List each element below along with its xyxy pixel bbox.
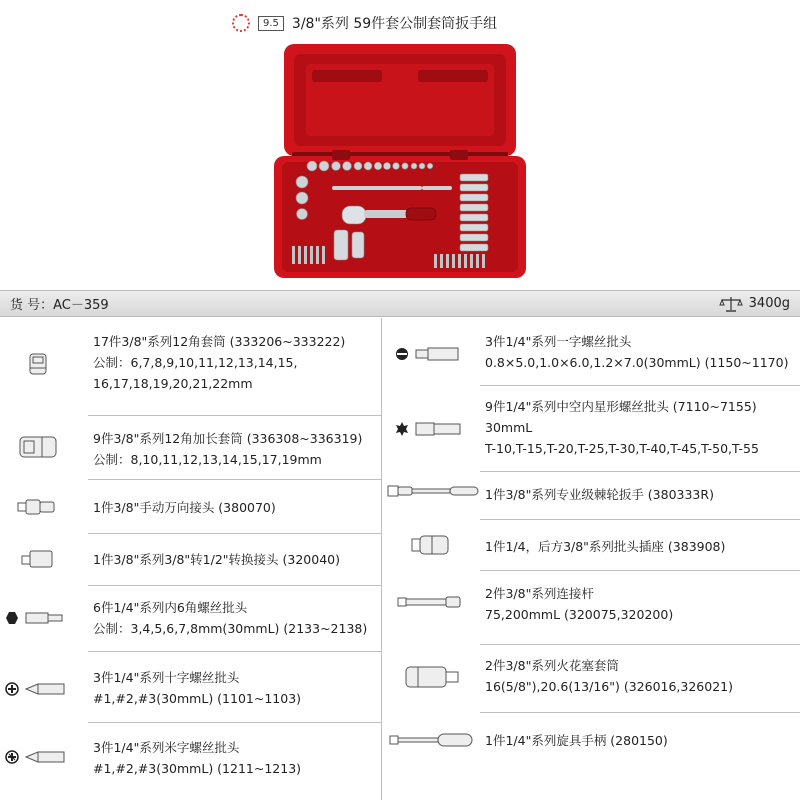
ratchet-icon — [386, 482, 482, 504]
item-title: 1件3/8"手动万向接头 (380070) — [93, 500, 276, 515]
pozi-bit-icon — [4, 748, 68, 766]
row-divider — [88, 651, 381, 652]
item-title: 9件1/4"系列中空内星形螺丝批头 (7110~7155) — [485, 399, 757, 414]
item-title: 3件1/4"系列一字螺丝批头 — [485, 334, 632, 349]
item-title: 1件3/8"系列专业级棘轮扳手 (380333R) — [485, 487, 714, 502]
row-divider — [88, 585, 381, 586]
row-divider — [480, 519, 800, 520]
item-title: 1件1/4"系列旋具手柄 (280150) — [485, 733, 668, 748]
row-divider — [480, 644, 800, 645]
item-detail: 16(5/8"),20.6(13/16") (326016,326021) — [485, 679, 733, 694]
item-detail: 公制：8,10,11,12,13,14,15,17,19mm — [93, 452, 322, 467]
row-divider — [88, 722, 381, 723]
torx-bit-icon — [394, 420, 466, 438]
spark-plug-socket-icon — [404, 663, 462, 691]
extension-bar-icon — [396, 594, 464, 610]
hex-bit-icon — [4, 609, 66, 627]
universal-joint-icon — [16, 496, 60, 518]
row-divider — [480, 471, 800, 472]
phillips-bit-icon — [4, 680, 68, 698]
column-divider — [381, 318, 382, 800]
weight-value: 3400g — [748, 296, 790, 311]
item-detail: 75,200mmL (320075,320200) — [485, 607, 674, 622]
item-detail: 16,17,18,19,20,21,22mm — [93, 376, 253, 391]
item-title: 1件3/8"系列3/8"转1/2"转换接头 (320040) — [93, 552, 340, 567]
item-title: 6件1/4"系列内6角螺丝批头 — [93, 600, 248, 615]
socket-icon — [28, 352, 48, 376]
item-detail: #1,#2,#3(30mmL) (1101~1103) — [93, 691, 302, 706]
spinner-handle-icon — [388, 730, 476, 750]
item-detail: 公制：3,4,5,6,7,8mm(30mmL) (2133~2138) — [93, 621, 368, 636]
row-divider — [480, 570, 800, 571]
item-title: 1件1/4，后方3/8"系列批头插座 (383908) — [485, 539, 726, 554]
item-title: 2件3/8"系列火花塞套筒 — [485, 658, 619, 673]
info-bar — [0, 290, 800, 317]
item-detail: 0.8×5.0,1.0×6.0,1.2×7.0(30mmL) (1150~1170) — [485, 355, 789, 370]
gear-logo-icon — [232, 14, 250, 32]
item-detail: T-10,T-15,T-20,T-25,T-30,T-40,T-45,T-50,T-55 — [485, 441, 759, 456]
product-image — [272, 42, 528, 282]
item-title: 17件3/8"系列12角套筒 (333206~333222) — [93, 334, 346, 349]
bit-holder-icon — [410, 533, 452, 557]
row-divider — [480, 712, 800, 713]
item-title: 9件3/8"系列12角加长套筒 (336308~336319) — [93, 431, 363, 446]
row-divider — [480, 385, 800, 386]
item-detail: 公制：6,7,8,9,10,11,12,13,14,15, — [93, 355, 298, 370]
slotted-bit-icon — [394, 345, 464, 363]
item-title: 3件1/4"系列十字螺丝批头 — [93, 670, 240, 685]
item-number: 货 号：AC－359 — [10, 298, 109, 313]
version-badge: 9.5 — [258, 16, 284, 31]
page-title: 3/8"系列 59件套公制套筒扳手组 — [291, 16, 498, 32]
deep-socket-icon — [18, 433, 58, 461]
item-title: 3件1/4"系列米字螺丝批头 — [93, 740, 240, 755]
item-detail: #1,#2,#3(30mmL) (1211~1213) — [93, 761, 302, 776]
scale-icon — [719, 296, 743, 312]
item-detail: 30mmL — [485, 420, 533, 435]
item-title: 2件3/8"系列连接杆 — [485, 586, 594, 601]
row-divider — [88, 479, 381, 480]
adapter-icon — [20, 548, 56, 570]
title-row — [232, 10, 497, 36]
weight-display — [719, 296, 790, 312]
row-divider — [88, 533, 381, 534]
row-divider — [88, 415, 381, 416]
